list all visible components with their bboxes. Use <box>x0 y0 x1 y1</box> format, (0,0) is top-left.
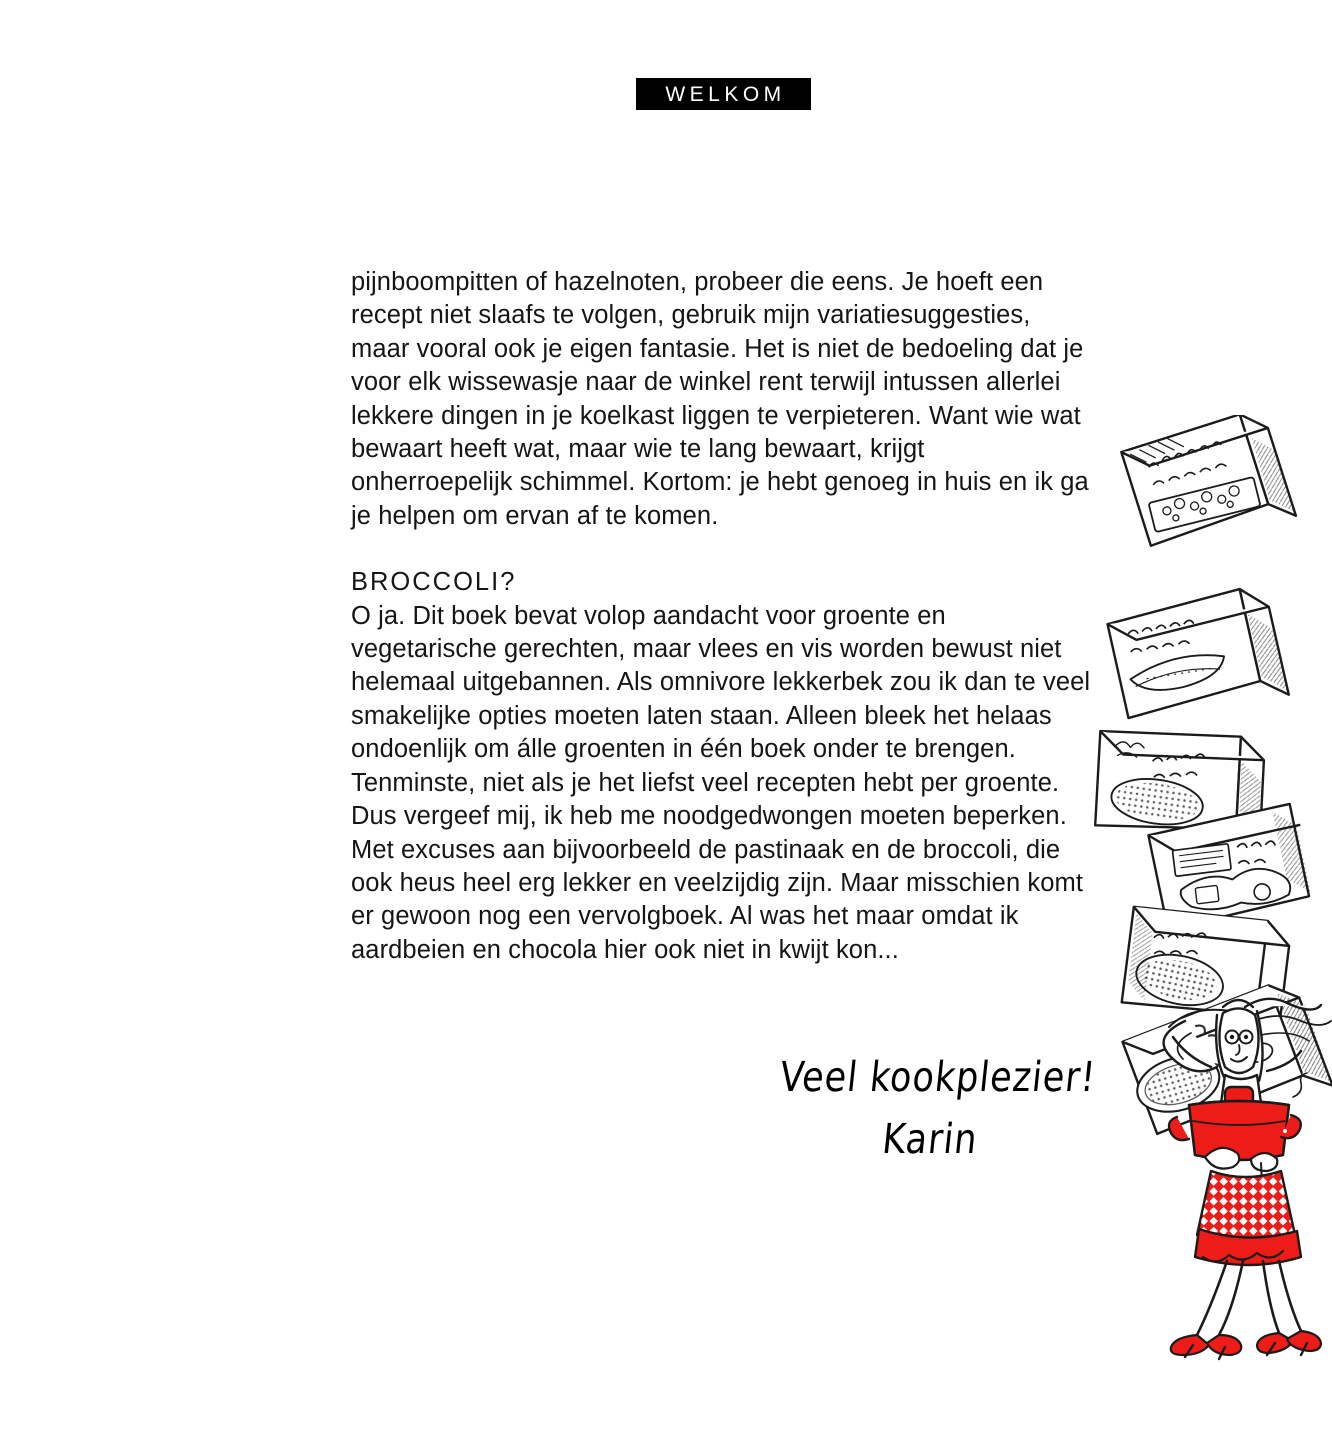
body-text-column <box>351 266 1091 967</box>
package-boerenomelet <box>1105 584 1288 721</box>
red-shoes <box>1171 1331 1321 1359</box>
signature-name: Karin <box>879 1116 981 1164</box>
face <box>1219 1008 1258 1073</box>
package-hollands-pannetje <box>1119 415 1296 553</box>
page-title: WELKOM <box>665 82 786 106</box>
running-head-bar <box>636 78 811 110</box>
skirt <box>1195 1171 1301 1265</box>
section-heading-broccoli: BROCCOLI? <box>351 568 517 597</box>
illustration-stacked-packages-with-cook <box>1085 415 1332 1365</box>
paragraph-intro: pijnboompitten of hazelnoten, probeer die eens. Je hoeft een recept niet slaafs te volgen, gebruik mijn variatiesuggesties, maar vooral ook je eigen fantasie. Het is niet de bedoeling dat je voor elk wissewasje naar de winkel rent terwijl intussen allerlei lekkere dingen in je koelkast liggen te verpieteren. Want wie wat bewaart heeft wat, maar wie te lang bewaart, krijgt onherroepelijk schimmel. Kortom: je hebt genoeg in huis en ik ga je helpen om ervan af te komen. <box>351 268 1089 530</box>
paragraph-broccoli: O ja. Dit boek bevat volop aandacht voor groente en vegetarische gerechten, maar vlees en vis worden bewust niet helemaal uitgebannen. Als omnivore lekkerbek zou ik dan te veel smakelijke opties moeten laten staan. Alleen bleek het helaas ondoenlijk om álle groenten in één boek onder te brengen. Tenminste, niet als je het liefst veel recepten hebt per groente. Dus vergeef mij, ik heb me noodgedwongen moeten beperken. Met excuses aan bijvoorbeeld de pastinaak en de broccoli, die ook heus heel erg lekker en veelzijdig zijn. Maar misschien komt er gewoon nog een vervolgboek. Al was het maar omdat ik aardbeien en chocola hier ook niet in kwijt kon... <box>351 601 1091 964</box>
handwritten-signature <box>777 1054 1099 1164</box>
legs <box>1197 1261 1301 1335</box>
signature-greeting: Veel kookplezier! <box>777 1054 1099 1102</box>
paragraph-spacer <box>351 533 1091 566</box>
